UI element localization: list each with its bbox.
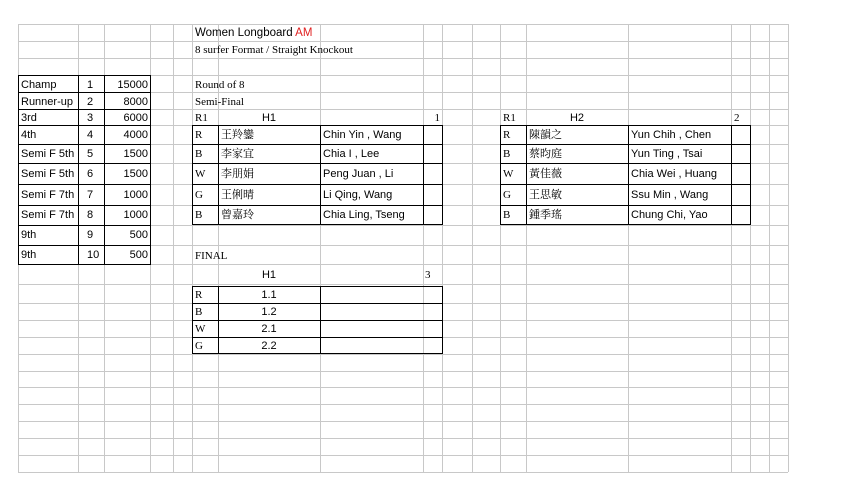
grid-row — [18, 387, 788, 388]
title-accent: AM — [295, 27, 313, 39]
grid-row — [18, 41, 788, 42]
seed: 2.2 — [261, 340, 277, 352]
jersey-color: B — [195, 148, 203, 160]
grid-row — [18, 284, 788, 285]
prize-table-divider — [18, 245, 151, 246]
prize-place: Semi F 7th — [21, 209, 75, 221]
surfer-name-en: Chin Yin , Wang — [323, 129, 402, 141]
prize-table-divider — [18, 184, 151, 185]
heat-table-divider — [192, 205, 443, 206]
prize-amount: 1000 — [123, 189, 148, 201]
prize-place: Semi F 7th — [21, 189, 75, 201]
grid-row — [18, 354, 788, 355]
prize-table-divider — [18, 109, 151, 110]
surfer-name-en: Li Qing, Wang — [323, 189, 393, 201]
jersey-color: G — [503, 189, 511, 201]
heat-table-divider — [192, 303, 443, 304]
final-label: FINAL — [195, 250, 228, 262]
grid-row — [18, 455, 788, 456]
heat-number: 2 — [734, 112, 740, 124]
jersey-color: G — [195, 340, 203, 352]
heat-table-divider — [500, 184, 751, 185]
grid-col — [788, 24, 789, 472]
prize-rank: 6 — [87, 168, 94, 180]
prize-place: 9th — [21, 229, 37, 241]
jersey-color: B — [195, 306, 203, 318]
surfer-name-en: Chia I , Lee — [323, 148, 380, 160]
seed: 1.2 — [261, 306, 277, 318]
semi-final-label: Semi-Final — [195, 96, 244, 108]
surfer-name-cn: 王俐晴 — [221, 189, 254, 201]
surfer-name-en: Yun Ting , Tsai — [631, 148, 703, 160]
surfer-name-cn: 曾嘉玲 — [221, 209, 254, 221]
prize-amount: 1500 — [123, 148, 148, 160]
heat-name: H1 — [261, 112, 277, 124]
heat-table-divider — [526, 125, 527, 225]
jersey-color: R — [195, 129, 203, 141]
surfer-name-en: Yun Chih , Chen — [631, 129, 712, 141]
heat-table-divider — [320, 125, 321, 225]
heat-table-divider — [500, 205, 751, 206]
jersey-color: B — [503, 209, 511, 221]
prize-amount: 1000 — [123, 209, 148, 221]
surfer-name-cn: 鍾季瑤 — [529, 209, 562, 221]
jersey-color: R — [503, 129, 511, 141]
prize-rank: 4 — [87, 129, 94, 141]
jersey-color: W — [503, 168, 514, 180]
prize-amount: 500 — [129, 229, 148, 241]
surfer-name-en: Chia Wei , Huang — [631, 168, 718, 180]
prize-rank: 8 — [87, 209, 94, 221]
prize-place: 4th — [21, 129, 37, 141]
surfer-name-en: Chung Chi, Yao — [631, 209, 708, 221]
surfer-name-cn: 黃佳薇 — [529, 168, 562, 180]
heat-table-divider — [628, 125, 629, 225]
heat-table-divider — [500, 144, 751, 145]
surfer-name-cn: 李朋娟 — [221, 168, 254, 180]
surfer-name-en: Ssu Min , Wang — [631, 189, 709, 201]
heat-number: 1 — [434, 112, 440, 124]
round-of-8-label: Round of 8 — [195, 79, 245, 91]
prize-table-divider — [78, 75, 79, 265]
grid-row — [18, 371, 788, 372]
grid-row — [18, 421, 788, 422]
prize-rank: 10 — [87, 249, 100, 261]
prize-rank: 9 — [87, 229, 94, 241]
heat-table-divider — [500, 163, 751, 164]
jersey-color: B — [195, 209, 203, 221]
prize-rank: 1 — [87, 79, 94, 91]
jersey-color: W — [195, 168, 206, 180]
prize-amount: 500 — [129, 249, 148, 261]
grid-row — [18, 438, 788, 439]
surfer-name-cn: 蔡昀庭 — [529, 148, 562, 160]
prize-place: 3rd — [21, 112, 37, 124]
prize-rank: 3 — [87, 112, 94, 124]
heat-table-divider — [192, 144, 443, 145]
prize-amount: 4000 — [123, 129, 148, 141]
surfer-name-cn: 王思敏 — [529, 189, 562, 201]
heat-name: H2 — [569, 112, 585, 124]
heat-table-divider — [423, 125, 424, 225]
page-subtitle: 8 surfer Format / Straight Knockout — [195, 44, 353, 56]
heat-table-divider — [218, 125, 219, 225]
grid-row — [18, 24, 788, 25]
surfer-name-cn: 陳韻之 — [529, 129, 562, 141]
prize-rank: 2 — [87, 96, 94, 108]
prize-amount: 1500 — [123, 168, 148, 180]
prize-table-divider — [18, 92, 151, 93]
prize-place: Semi F 5th — [21, 168, 75, 180]
prize-place: 9th — [21, 249, 37, 261]
seed: 2.1 — [261, 323, 277, 335]
prize-amount: 6000 — [123, 112, 148, 124]
prize-table-divider — [18, 163, 151, 164]
jersey-color: W — [195, 323, 206, 335]
jersey-color: G — [195, 189, 203, 201]
grid-row — [18, 472, 788, 473]
heat-number: 3 — [425, 269, 431, 281]
heat-round: R1 — [503, 112, 516, 124]
prize-rank: 5 — [87, 148, 94, 160]
heat-table-divider — [731, 125, 732, 225]
surfer-name-cn: 王羚鑾 — [221, 129, 254, 141]
seed: 1.1 — [261, 289, 277, 301]
heat-table-divider — [192, 163, 443, 164]
prize-table-divider — [18, 225, 151, 226]
prize-table-divider — [18, 205, 151, 206]
heat-name: H1 — [261, 269, 277, 281]
prize-amount: 15000 — [117, 79, 148, 91]
surfer-name-en: Peng Juan , Li — [323, 168, 394, 180]
prize-table-divider — [18, 144, 151, 145]
jersey-color: B — [503, 148, 511, 160]
heat-table-divider — [192, 320, 443, 321]
prize-place: Semi F 5th — [21, 148, 75, 160]
prize-place: Champ — [21, 79, 57, 91]
grid-row — [18, 58, 788, 59]
prize-amount: 8000 — [123, 96, 148, 108]
heat-round: R1 — [195, 112, 208, 124]
jersey-color: R — [195, 289, 203, 301]
surfer-name-en: Chia Ling, Tseng — [323, 209, 405, 221]
page-title — [195, 26, 312, 40]
prize-place: Runner-up — [21, 96, 73, 108]
title-main: Women Longboard — [195, 27, 296, 39]
heat-table-divider — [192, 184, 443, 185]
prize-table-divider — [18, 125, 151, 126]
heat-table-divider — [192, 337, 443, 338]
prize-rank: 7 — [87, 189, 94, 201]
grid-row — [18, 404, 788, 405]
surfer-name-cn: 李家宜 — [221, 148, 254, 160]
